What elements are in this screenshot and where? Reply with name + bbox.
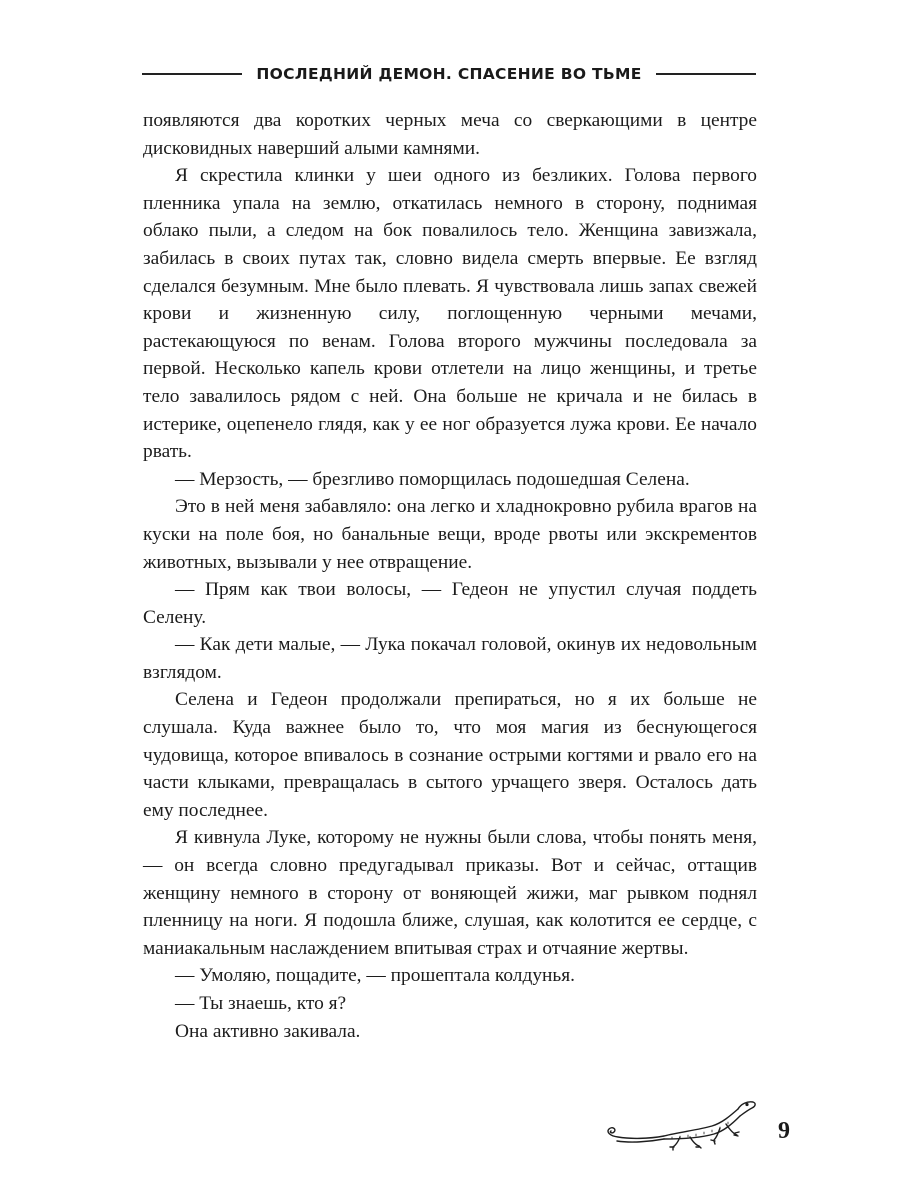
paragraph: Она активно закивала.: [175, 1020, 361, 1042]
paragraph: — Прям как твои волосы, — Гедеон не упустил случая поддеть Селену.: [143, 579, 757, 628]
running-title: ПОСЛЕДНИЙ ДЕМОН. СПАСЕНИЕ ВО ТЬМЕ: [256, 65, 642, 83]
running-header: [142, 58, 756, 90]
page-body-text: [143, 107, 757, 1045]
header-right-rule: [656, 73, 756, 75]
paragraph: — Мерзость, — брезгливо поморщилась подошедшая Селена.: [175, 468, 690, 490]
lizard-icon: [600, 1092, 760, 1154]
header-left-rule: [142, 73, 242, 75]
paragraph: — Как дети малые, — Лука покачал головой, окинув их недовольным взглядом.: [143, 634, 757, 683]
paragraph: появляются два коротких черных меча со сверкающими в центре дисковидных наверший алыми камнями.: [143, 110, 757, 159]
paragraph: — Умоляю, пощадите, — прошептала колдунья.: [175, 965, 576, 987]
paragraph: Это в ней меня забавляло: она легко и хладнокровно рубила врагов на куски на поле боя, но банальные вещи, вроде рвоты или экскрементов животных, вызывали у нее отвращение.: [143, 496, 757, 573]
paragraph: Я кивнула Луке, которому не нужны были слова, чтобы понять меня, — он всегда словно предугадывал приказы. Вот и сейчас, оттащив женщину немного в сторону от воняющей жижи, маг рывком поднял пленницу на ноги. Я подошла ближе, слушая, как колотится ее сердце, с маниакальным наслаждением впитывая страх и отчаяние жертвы.: [143, 827, 757, 959]
paragraph: — Ты знаешь, кто я?: [175, 993, 347, 1014]
page-number: 9: [778, 1118, 790, 1144]
paragraph: Я скрестила клинки у шеи одного из безликих. Голова первого пленника упала на землю, откатилась немного в сторону, поднимая облако пыли, а следом на бок повалилось тело. Женщина завизжала, забилась в своих путах так, словно видела смерть впервые. Ее взгляд сделался безумным. Мне было плевать. Я чувствовала лишь запах свежей крови и жизненную силу, поглощенную черными мечами, растекающуюся по венам. Голова второго мужчины последовала за первой. Несколько капель крови отлетели на лицо женщины, и третье тело завалилось рядом с ней. Она больше не кричала и не билась в истерике, оцепенело глядя, как у ее ног образуется лужа крови. Ее начало рвать.: [143, 165, 757, 463]
paragraph: Селена и Гедеон продолжали препираться, но я их больше не слушала. Куда важнее было то, что моя магия из беснующегося чудовища, которое впивалось в сознание острыми когтями и рвало его на части клыками, превращалась в сытого урчащего зверя. Осталось дать ему последнее.: [143, 689, 757, 821]
